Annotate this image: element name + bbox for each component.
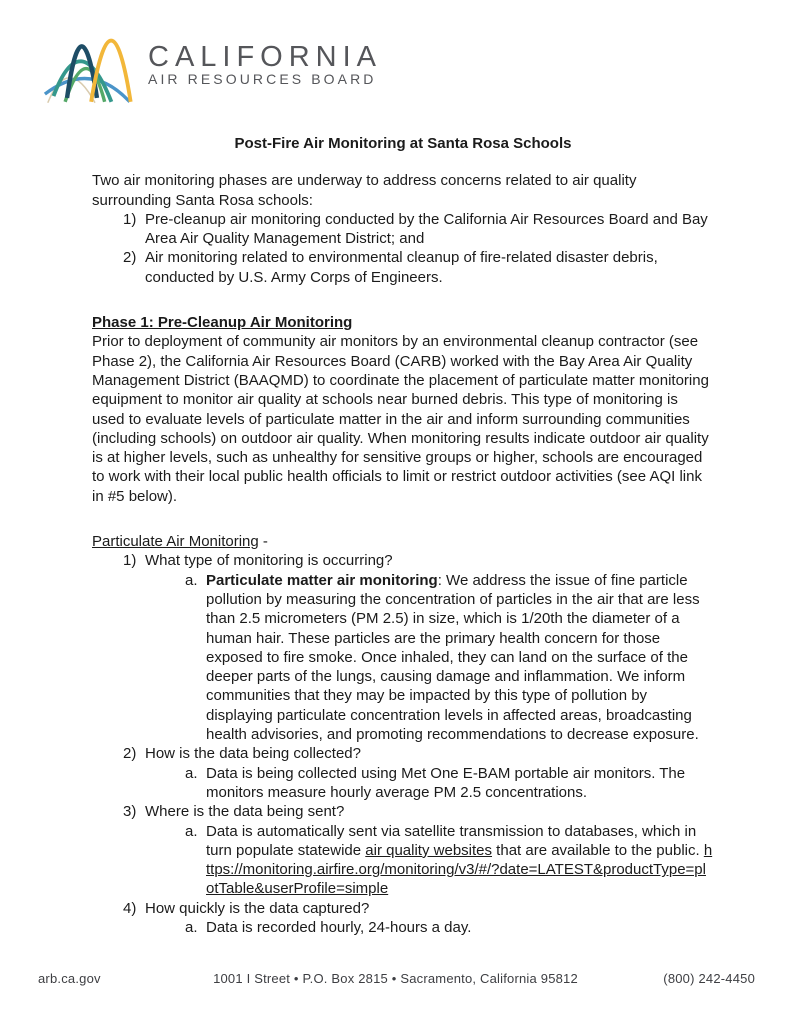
list-marker: a.: [185, 822, 198, 840]
answer-item: [185, 764, 714, 803]
footer-phone: (800) 242-4450: [663, 971, 755, 986]
intro-list-item: [123, 210, 714, 249]
answer-item: [185, 571, 714, 745]
document-content: [92, 134, 714, 937]
list-marker: 1): [123, 210, 137, 228]
list-marker: a.: [185, 571, 198, 589]
phase1-paragraph: Prior to deployment of community air monitors by an environmental cleanup contractor (see Phase 2), the California Air Resources Board (CARB) worked with the Bay Area Air Quality Management District (BAAQMD) to coordinate the placement of particulate matter monitoring equipment to monitor air quality at schools near burned debris. This type of monitoring is used to evaluate levels of particulate matter in the air and inform surrounding communities (including schools) on outdoor air quality. When monitoring results indicate outdoor air quality is at higher levels, such as unhealthy for sensitive groups or higher, schools are encouraged to work with their local public health officials to limit or restrict outdoor activities (see AQI link in #5 below).: [92, 333, 709, 505]
logo-agency-name: CALIFORNIA: [148, 41, 383, 73]
question-item: [123, 802, 714, 821]
answer-item: [185, 822, 714, 899]
answer-text: Data is recorded hourly, 24-hours a day.: [206, 918, 472, 936]
answer-bold-lead: Particulate matter air monitoring: [206, 571, 438, 589]
carb-logo-text: [148, 41, 428, 90]
particulate-heading-text: Particulate Air Monitoring: [92, 533, 259, 551]
logo-agency-subname: AIR RESOURCES BOARD: [148, 71, 377, 88]
phase1-heading-text: Phase 1: Pre-Cleanup Air Monitoring: [92, 314, 353, 332]
list-marker: 4): [123, 899, 137, 917]
monitoring-url-link[interactable]: https://monitoring.airfire.org/monitoring/v3/#/?date=LATEST&productType=plotTable&userProfile=simple: [206, 841, 713, 898]
footer-address: 1001 I Street • P.O. Box 2815 • Sacramento, California 95812: [213, 971, 578, 986]
answer-body: Data is automatically sent via satellite transmission to databases, which in turn populate statewide: [206, 822, 697, 859]
list-marker: 1): [123, 552, 137, 570]
answer-text: Data is being collected using Met One E-BAM portable air monitors. The monitors measure hourly average PM 2.5 concentrations.: [206, 764, 686, 801]
question-text: How is the data being collected?: [145, 745, 361, 763]
question-text: How quickly is the data captured?: [145, 899, 370, 917]
list-item-text: Pre-cleanup air monitoring conducted by the California Air Resources Board and Bay Area Air Quality Management District; and: [145, 210, 708, 248]
answer-text: [206, 572, 700, 743]
question-item: [123, 899, 714, 918]
answer-item: [185, 918, 714, 937]
answer-text: [206, 823, 712, 898]
question-item: [123, 551, 714, 570]
phase1-heading: [92, 313, 714, 332]
carb-logo-arcs-icon: [42, 32, 148, 108]
answer-body: : We address the issue of fine particle pollution by measuring the concentration of particles in the air that are less than 2.5 micrometers (PM 2.5) in size, which is 1/20th the diameter of a human hair. These particles are the primary health concern for those exposed to fire smoke. Once inhaled, they can land on the surface of the deeper parts of the lungs, causing damage and inflammation. We inform communities that they may be impacted by this type of pollution by displaying particulate concentration levels in affected areas, broadcasting health advisories, and promoting recommendations to decrease exposure.: [206, 571, 700, 744]
list-marker: 2): [123, 249, 137, 267]
question-text: Where is the data being sent?: [145, 803, 345, 821]
answer-body: that are available to the public.: [492, 841, 704, 859]
air-quality-websites-link[interactable]: air quality websites: [365, 841, 493, 859]
particulate-heading: [92, 532, 714, 551]
list-item-text: Air monitoring related to environmental cleanup of fire-related disaster debris, conducted by U.S. Army Corps of Engineers.: [145, 249, 658, 286]
list-marker: a.: [185, 918, 198, 936]
question-text: What type of monitoring is occurring?: [145, 552, 393, 570]
intro-paragraph: Two air monitoring phases are underway to address concerns related to air quality surrounding Santa Rosa schools:: [92, 172, 637, 209]
list-marker: 3): [123, 803, 137, 821]
list-marker: 2): [123, 745, 137, 763]
particulate-heading-suffix: -: [258, 533, 268, 551]
question-item: [123, 744, 714, 763]
document-title: Post-Fire Air Monitoring at Santa Rosa Schools: [234, 135, 572, 152]
intro-list-item: [123, 248, 714, 287]
footer-website: arb.ca.gov: [38, 971, 101, 986]
list-marker: a.: [185, 764, 198, 782]
